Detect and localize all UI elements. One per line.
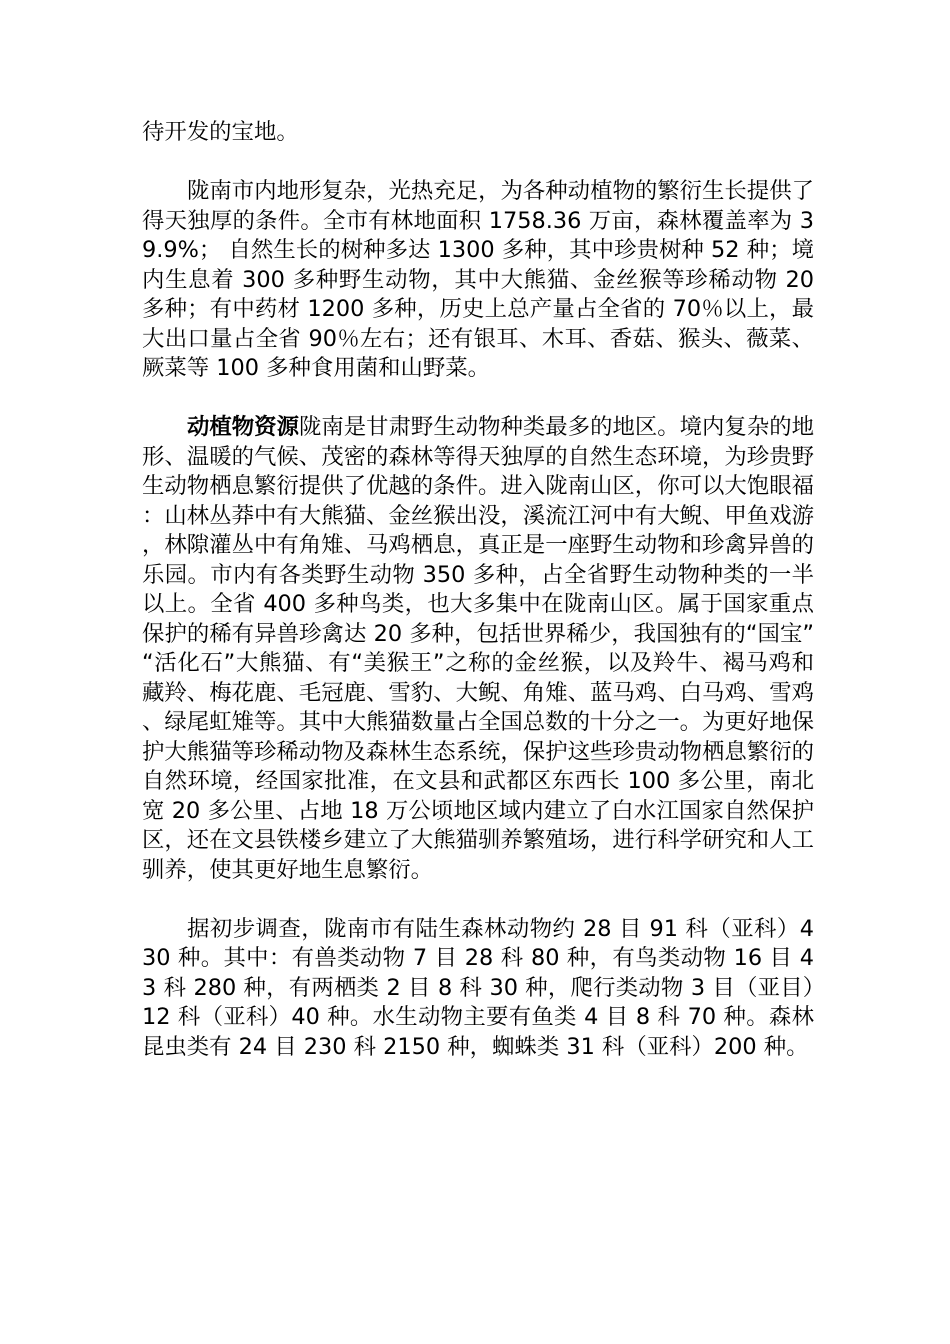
paragraph-text: 陇南是甘肃野生动物种类最多的地区。境内复杂的地形、温暖的气候、茂密的森林等得天独厚的自然生态环境，为珍贵野生动物栖息繁衍提供了优越的条件。进入陇南山区，你可以大饱眼福：山林丛莽中有大熊猫、金丝猴出没，溪流江河中有大鲵、甲鱼戏游，林隙灌丛中有角雉、马鸡栖息，真正是一座野生动物和珍禽异兽的乐园。市内有各类野生动物 350 多种，占全省野生动物种类的一半以上。全省 400 多种鸟类，也大多集中在陇南山区。属于国家重点保护的稀有异兽珍禽达 20 多种，包括世界稀少，我国独有的“国宝”“活化石”大熊猫、有“美猴王”之称的金丝猴，以及羚牛、褐马鸡和藏羚、梅花鹿、毛冠鹿、雪豹、大鲵、角雉、蓝马鸡、白马鸡、雪鸡、绿尾虹雉等。其中大熊猫数量占全国总数的十分之一。为更好地保护大熊猫等珍稀动物及森林生态系统，保护这些珍贵动物栖息繁衍的自然环境，经国家批准，在文县和武都区东西长 100 多公里，南北宽 20 多公里、占地 18 万公顷地区域内建立了白水江国家自然保护区，还在文县铁楼乡建立了大熊猫驯养繁殖场，进行科学研究和人工驯养，使其更好地生息繁衍。 — [142, 414, 815, 883]
paragraph-text: 待开发的宝地。 — [142, 119, 299, 145]
paragraph-continuation — [142, 118, 814, 148]
paragraph-text: 陇南市内地形复杂，光热充足，为各种动植物的繁衍生长提供了得天独厚的条件。全市有林地面积 1758.36 万亩，森林覆盖率为 39.9%； 自然生长的树种多达 1300 多种，其中珍贵树种 52 种；境内生息着 300 多种野生动物，其中大熊猫、金丝猴等珍稀动物 20 多种；有中药材 1200 多种，历史上总产量占全省的 70％以上，最大出口量占全省 90％左右；还有银耳、木耳、香菇、猴头、薇菜、厥菜等 100 多种食用菌和山野菜。 — [142, 178, 814, 381]
paragraph-survey — [142, 915, 814, 1063]
paragraph-wildlife-resources — [142, 413, 814, 885]
paragraph-environment — [142, 177, 814, 384]
document-body — [142, 118, 814, 1062]
paragraph-text: 据初步调查，陇南市有陆生森林动物约 28 目 91 科（亚科）430 种。其中：有兽类动物 7 目 28 科 80 种，有鸟类动物 16 目 43 科 280 种，有两栖类 2 目 8 科 30 种，爬行类动物 3 目（亚目）12 科（亚科）40 种。水生动物主要有鱼类 4 目 8 科 70 种。森林昆虫类有 24 目 230 科 2150 种，蜘蛛类 31 科（亚科）200 种。 — [142, 915, 814, 1060]
section-heading: 动植物资源 — [187, 414, 299, 440]
